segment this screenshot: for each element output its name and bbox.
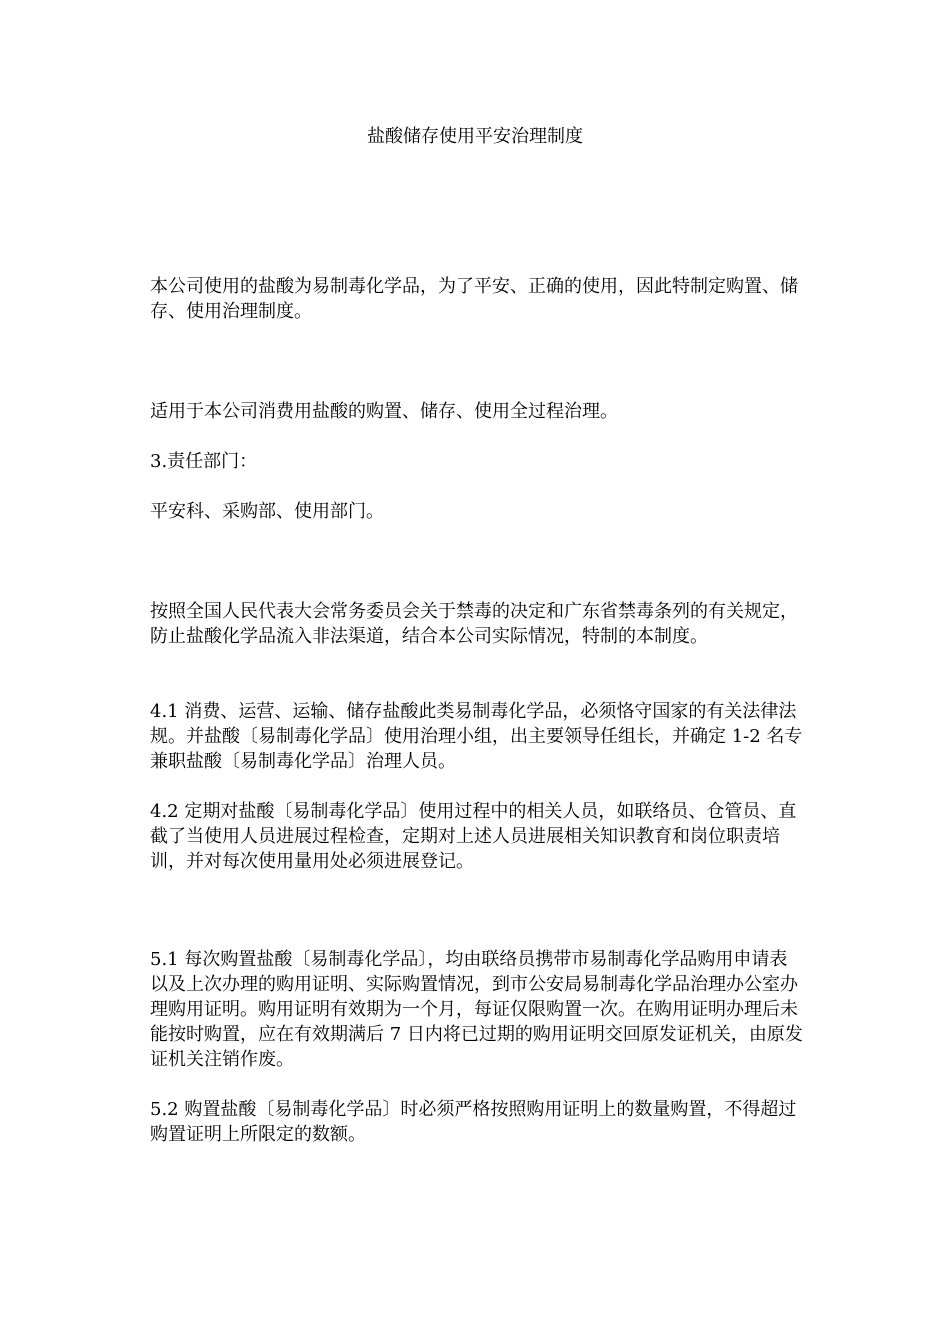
clause-5-1: 5.1 每次购置盐酸〔易制毒化学品〕，均由联络员携带市易制毒化学品购用申请表以及上次办理的购用证明、实际购置情况，到市公安局易制毒化学品治理办公室办理购用证明。购用证明有效期为一个月，每证仅限购置一次。在购用证明办理后未能按时购置，应在有效期满后 7 日内将已过期的购用证明交回原发证机关，由原发证机关注销作废。 <box>150 949 803 1070</box>
clause-4-2: 4.2 定期对盐酸〔易制毒化学品〕使用过程中的相关人员，如联络员、仓管员、直截了当使用人员进展过程检查，定期对上述人员进展相关知识教育和岗位职责培训，并对每次使用量用处必须进展登记。 <box>150 801 797 872</box>
basis-paragraph: 按照全国人民代表大会常务委员会关于禁毒的决定和广东省禁毒条列的有关规定，防止盐酸化学品流入非法渠道，结合本公司实际情况，特制的本制度。 <box>150 601 798 647</box>
clause-4-1: 4.1 消费、运营、运输、储存盐酸此类易制毒化学品，必须恪守国家的有关法律法规。并盐酸〔易制毒化学品〕使用治理小组，出主要领导任组长，并确定 1-2 名专兼职盐酸〔易制毒化学品〕治理人员。 <box>150 701 803 772</box>
responsible-departments: 平安科、采购部、使用部门。 <box>150 501 384 522</box>
intro-paragraph: 本公司使用的盐酸为易制毒化学品，为了平安、正确的使用，因此特制定购置、储存、使用治理制度。 <box>150 276 798 322</box>
section-3-heading: 3.责任部门： <box>150 451 258 472</box>
scope-paragraph: 适用于本公司消费用盐酸的购置、储存、使用全过程治理。 <box>150 401 618 422</box>
document-title: 盐酸储存使用平安治理制度 <box>367 126 583 147</box>
clause-5-2: 5.2 购置盐酸〔易制毒化学品〕时必须严格按照购用证明上的数量购置，不得超过购置证明上所限定的数额。 <box>150 1099 797 1145</box>
